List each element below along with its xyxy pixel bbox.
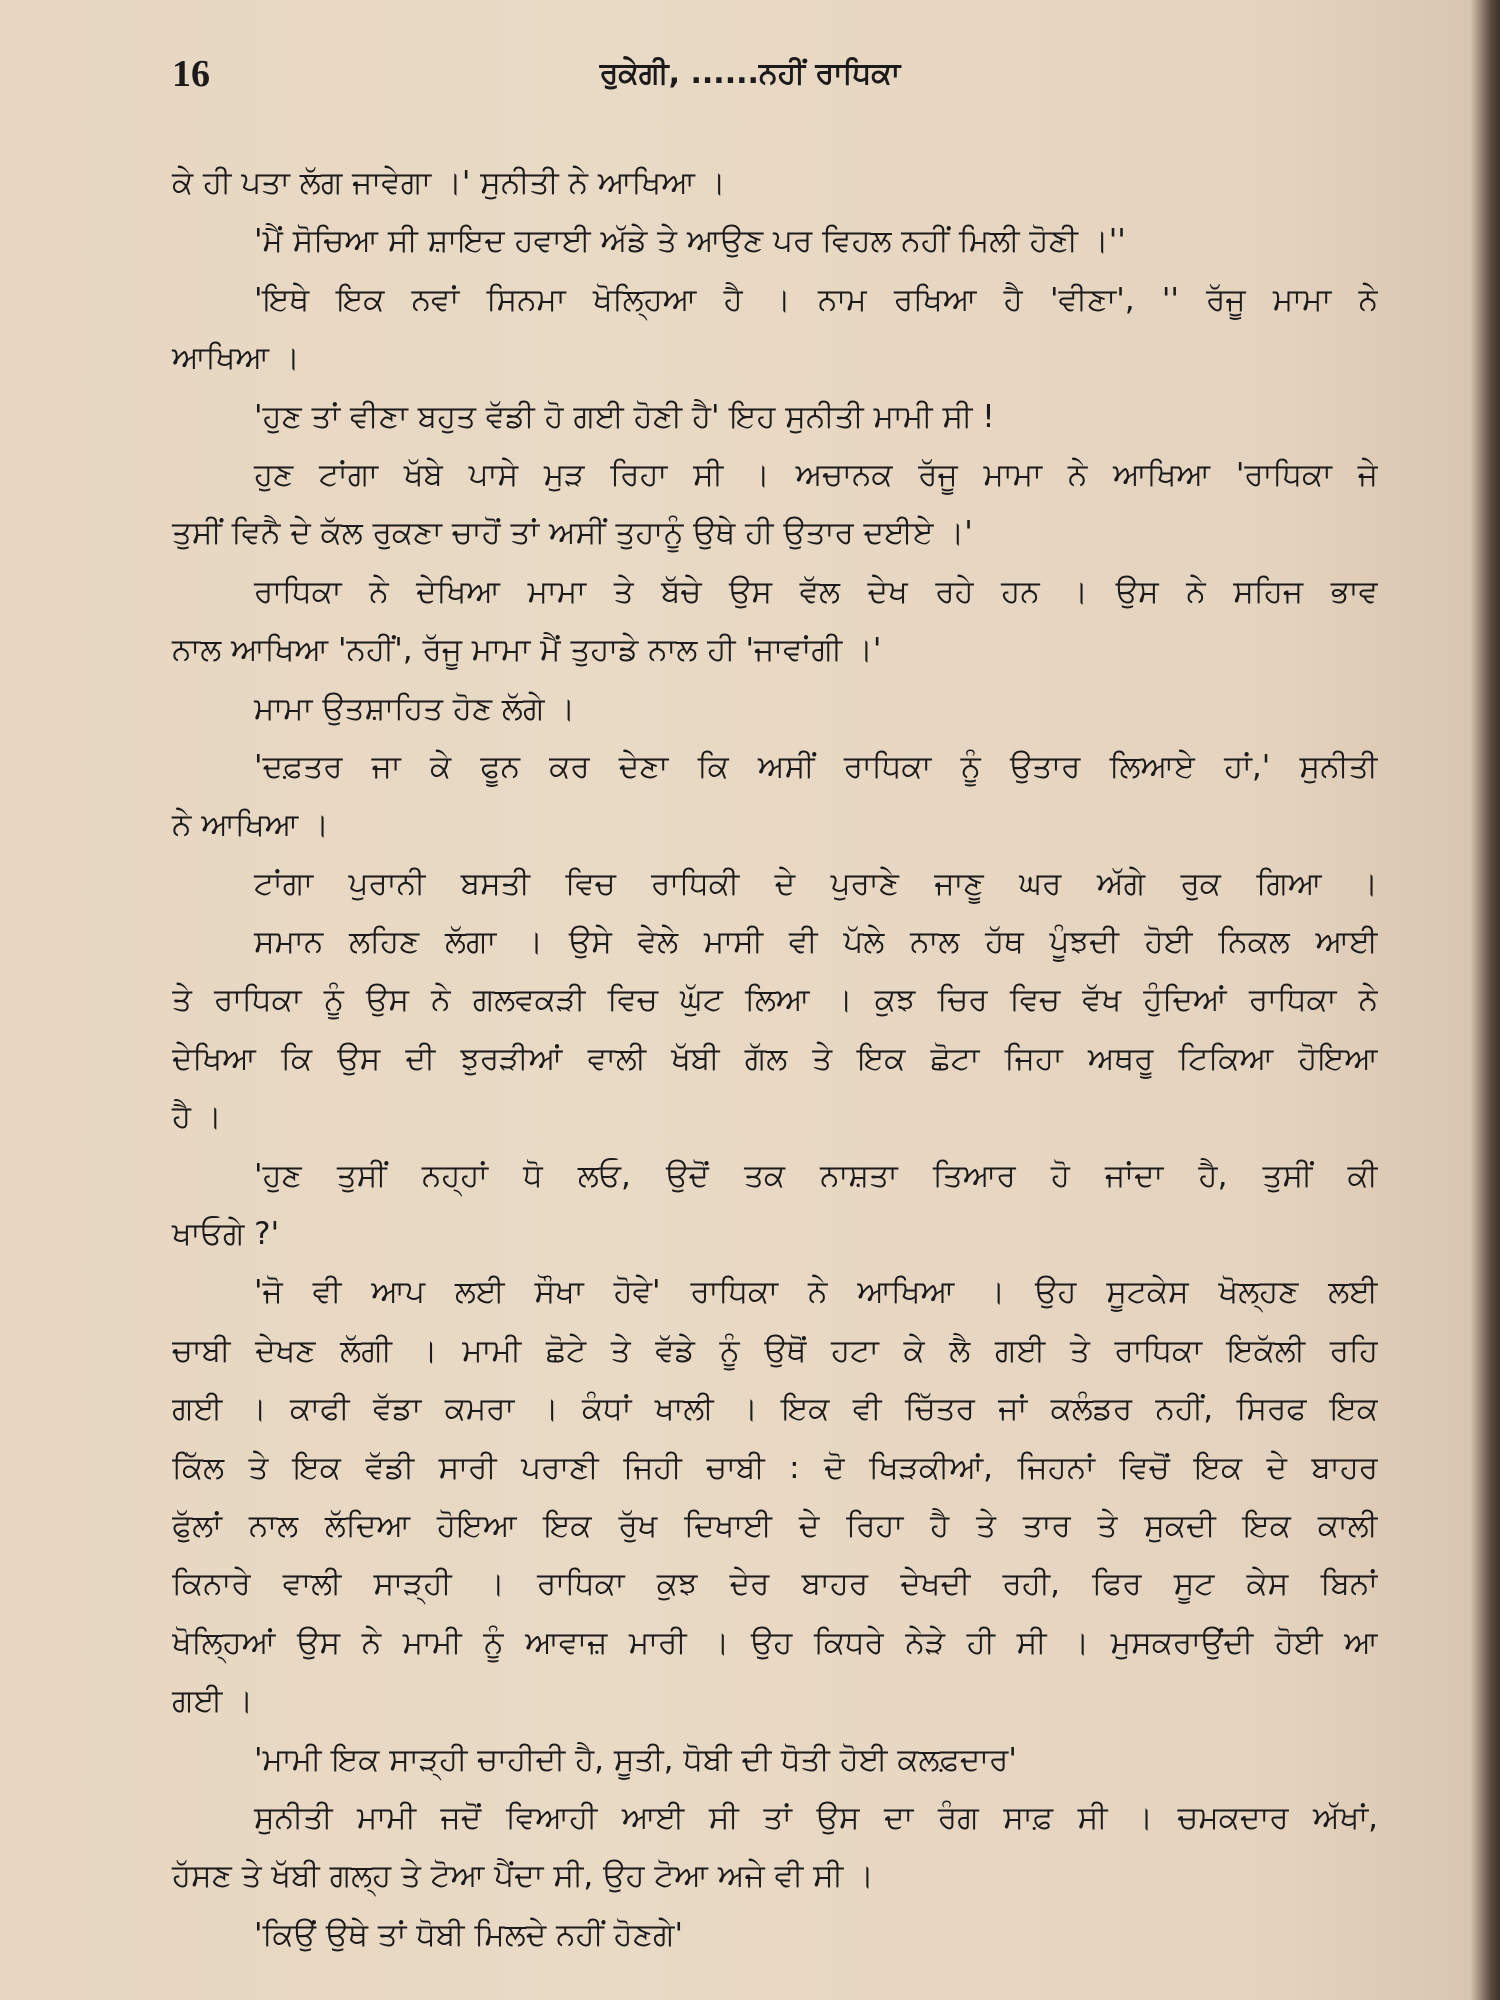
text-line: ਸਮਾਨ ਲਹਿਣ ਲੱਗਾ । ਉਸੇ ਵੇਲੇ ਮਾਸੀ ਵੀ ਪੱਲੇ ਨਾਲ ਹੱਥ ਪੂੰਝਦੀ ਹੋਈ ਨਿਕਲ ਆਈ: [254, 924, 1378, 961]
text-line: 'ਕਿਉਂ ਉਥੇ ਤਾਂ ਧੋਬੀ ਮਿਲਦੇ ਨਹੀਂ ਹੋਣਗੇ': [254, 1916, 683, 1953]
text-line: ਹੱਸਣ ਤੇ ਖੱਬੀ ਗਲ੍ਹ ਤੇ ਟੋਆ ਪੈਂਦਾ ਸੀ, ਉਹ ਟੋਆ ਅਜੇ ਵੀ ਸੀ ।: [172, 1858, 874, 1895]
text-line: ਮਾਮਾ ਉਤਸ਼ਾਹਿਤ ਹੋਣ ਲੱਗੇ ।: [254, 690, 576, 727]
text-line: ਦੇਖਿਆ ਕਿ ਉਸ ਦੀ ਝੁਰੜੀਆਂ ਵਾਲੀ ਖੱਬੀ ਗੱਲ ਤੇ ਇਕ ਛੋਟਾ ਜਿਹਾ ਅਥਰੂ ਟਿਕਿਆ ਹੋਇਆ: [172, 1040, 1378, 1077]
text-line: ਗਈ । ਕਾਫੀ ਵੱਡਾ ਕਮਰਾ । ਕੰਧਾਂ ਖਾਲੀ । ਇਕ ਵੀ ਚਿੱਤਰ ਜਾਂ ਕਲੰਡਰ ਨਹੀਂ, ਸਿਰਫ ਇਕ: [172, 1391, 1378, 1428]
text-line: 'ਇਥੇ ਇਕ ਨਵਾਂ ਸਿਨਮਾ ਖੋਲ੍ਹਿਆ ਹੈ । ਨਾਮ ਰਖਿਆ ਹੈ 'ਵੀਣਾ', '' ਰੱਜੂ ਮਾਮਾ ਨੇ: [254, 281, 1378, 318]
text-line: 'ਹੁਣ ਤਾਂ ਵੀਣਾ ਬਹੁਤ ਵੱਡੀ ਹੋ ਗਈ ਹੋਣੀ ਹੈ' ਇਹ ਸੁਨੀਤੀ ਮਾਮੀ ਸੀ !: [254, 398, 995, 435]
text-line: 'ਮਾਮੀ ਇਕ ਸਾੜ੍ਹੀ ਚਾਹੀਦੀ ਹੈ, ਸੂਤੀ, ਧੋਬੀ ਦੀ ਧੋਤੀ ਹੋਈ ਕਲਫ਼ਦਾਰ': [254, 1741, 1017, 1778]
text-line: ਚਾਬੀ ਦੇਖਣ ਲੱਗੀ । ਮਾਮੀ ਛੋਟੇ ਤੇ ਵੱਡੇ ਨੂੰ ਉਥੋਂ ਹਟਾ ਕੇ ਲੈ ਗਈ ਤੇ ਰਾਧਿਕਾ ਇਕੱਲੀ ਰਹਿ: [172, 1332, 1378, 1369]
page-number: 16: [172, 53, 210, 95]
text-line: 'ਹੁਣ ਤੁਸੀਂ ਨਹ੍ਹਾਂ ਧੋ ਲਓ, ਉਦੋਂ ਤਕ ਨਾਸ਼ਤਾ ਤਿਆਰ ਹੋ ਜਾਂਦਾ ਹੈ, ਤੁਸੀਂ ਕੀ: [254, 1157, 1378, 1194]
text-line: ਕਿਨਾਰੇ ਵਾਲੀ ਸਾੜ੍ਹੀ । ਰਾਧਿਕਾ ਕੁਝ ਦੇਰ ਬਾਹਰ ਦੇਖਦੀ ਰਹੀ, ਫਿਰ ਸੂਟ ਕੇਸ ਬਿਨਾਂ: [172, 1566, 1378, 1603]
running-title: ਰੁਕੇਗੀ, ......ਨਹੀਂ ਰਾਧਿਕਾ: [599, 56, 901, 91]
text-line: ਕੇ ਹੀ ਪਤਾ ਲੱਗ ਜਾਵੇਗਾ ।' ਸੁਨੀਤੀ ਨੇ ਆਖਿਆ ।: [172, 165, 726, 201]
text-line: ਟਾਂਗਾ ਪੁਰਾਨੀ ਬਸਤੀ ਵਿਚ ਰਾਧਿਕੀ ਦੇ ਪੁਰਾਣੇ ਜਾਣੂ ਘਰ ਅੱਗੇ ਰੁਕ ਗਿਆ ।: [254, 865, 1378, 902]
text-line: ਤੁਸੀਂ ਵਿਨੈ ਦੇ ਕੱਲ ਰੁਕਣਾ ਚਾਹੋਂ ਤਾਂ ਅਸੀਂ ਤੁਹਾਨੂੰ ਉਥੇ ਹੀ ਉਤਾਰ ਦਈਏ ।': [172, 515, 973, 552]
text-line: ਗਈ ।: [172, 1683, 254, 1720]
text-line: 'ਜੋ ਵੀ ਆਪ ਲਈ ਸੌਖਾ ਹੋਵੇ' ਰਾਧਿਕਾ ਨੇ ਆਖਿਆ । ਉਹ ਸੂਟਕੇਸ ਖੋਲ੍ਹਣ ਲਈ: [254, 1274, 1378, 1311]
text-line: ਨੇ ਆਖਿਆ ।: [172, 807, 330, 844]
text-line: ਕਿੱਲ ਤੇ ਇਕ ਵੱਡੀ ਸਾਰੀ ਪਰਾਣੀ ਜਿਹੀ ਚਾਬੀ : ਦੋ ਖਿੜਕੀਆਂ, ਜਿਹਨਾਂ ਵਿਚੋਂ ਇਕ ਦੇ ਬਾਹਰ: [172, 1449, 1378, 1486]
text-line: ਰਾਧਿਕਾ ਨੇ ਦੇਖਿਆ ਮਾਮਾ ਤੇ ਬੱਚੇ ਉਸ ਵੱਲ ਦੇਖ ਰਹੇ ਹਨ । ਉਸ ਨੇ ਸਹਿਜ ਭਾਵ: [254, 573, 1378, 610]
text-line: ਤੇ ਰਾਧਿਕਾ ਨੂੰ ਉਸ ਨੇ ਗਲਵਕੜੀ ਵਿਚ ਘੁੱਟ ਲਿਆ । ਕੁਝ ਚਿਰ ਵਿਚ ਵੱਖ ਹੁੰਦਿਆਂ ਰਾਧਿਕਾ ਨੇ: [172, 982, 1378, 1019]
text-line: ਖੋਲ੍ਹਿਆਂ ਉਸ ਨੇ ਮਾਮੀ ਨੂੰ ਆਵਾਜ਼ ਮਾਰੀ । ਉਹ ਕਿਧਰੇ ਨੇੜੇ ਹੀ ਸੀ । ਮੁਸਕਰਾਉਂਦੀ ਹੋਈ ਆ: [172, 1624, 1378, 1661]
text-line: ਸੁਨੀਤੀ ਮਾਮੀ ਜਦੋਂ ਵਿਆਹੀ ਆਈ ਸੀ ਤਾਂ ਉਸ ਦਾ ਰੰਗ ਸਾਫ਼ ਸੀ । ਚਮਕਦਾਰ ਅੱਖਾਂ,: [254, 1799, 1378, 1836]
text-line: 'ਮੈਂ ਸੋਚਿਆ ਸੀ ਸ਼ਾਇਦ ਹਵਾਈ ਅੱਡੇ ਤੇ ਆਉਣ ਪਰ ਵਿਹਲ ਨਹੀਂ ਮਿਲੀ ਹੋਣੀ ।'': [254, 223, 1126, 260]
text-line: ਆਖਿਆ ।: [172, 340, 300, 377]
text-line: ਨਾਲ ਆਖਿਆ 'ਨਹੀਂ', ਰੱਜੂ ਮਾਮਾ ਮੈਂ ਤੁਹਾਡੇ ਨਾਲ ਹੀ 'ਜਾਵਾਂਗੀ ।': [172, 632, 882, 669]
text-line: 'ਦਫ਼ਤਰ ਜਾ ਕੇ ਫੂਨ ਕਰ ਦੇਣਾ ਕਿ ਅਸੀਂ ਰਾਧਿਕਾ ਨੂੰ ਉਤਾਰ ਲਿਆਏ ਹਾਂ,' ਸੁਨੀਤੀ: [254, 748, 1378, 785]
text-line: ਹੈ ।: [172, 1099, 222, 1136]
page-body-text: [172, 154, 1378, 1964]
text-line: ਹੁਣ ਟਾਂਗਾ ਖੱਬੇ ਪਾਸੇ ਮੁੜ ਰਿਹਾ ਸੀ । ਅਚਾਨਕ ਰੱਜੂ ਮਾਮਾ ਨੇ ਆਖਿਆ 'ਰਾਧਿਕਾ ਜੇ: [254, 456, 1378, 493]
text-line: ਫੁੱਲਾਂ ਨਾਲ ਲੱਦਿਆ ਹੋਇਆ ਇਕ ਰੁੱਖ ਦਿਖਾਈ ਦੇ ਰਿਹਾ ਹੈ ਤੇ ਤਾਰ ਤੇ ਸੁਕਦੀ ਇਕ ਕਾਲੀ: [172, 1507, 1378, 1544]
text-line: ਖਾਓਗੇ ?': [172, 1216, 280, 1253]
